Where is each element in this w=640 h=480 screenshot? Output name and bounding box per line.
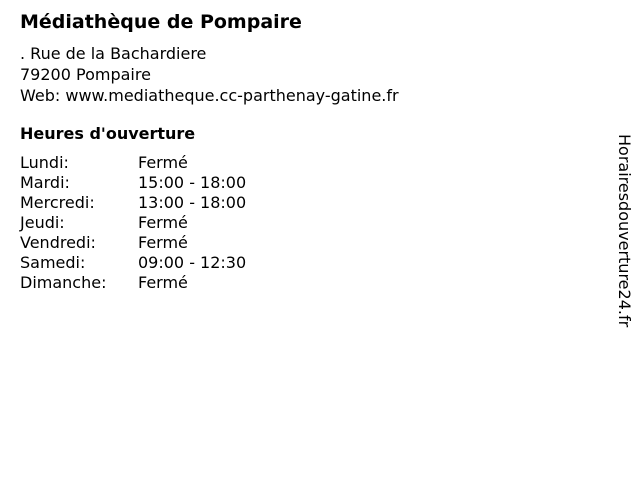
hours-day: Dimanche:: [20, 273, 107, 292]
website-text: Web: www.mediatheque.cc-parthenay-gatine.fr: [20, 86, 399, 105]
address-city: 79200 Pompaire: [20, 65, 151, 84]
hours-day: Vendredi:: [20, 233, 96, 252]
hours-table: [20, 153, 246, 293]
hours-row: [20, 153, 246, 173]
hours-heading: Heures d'ouverture: [20, 124, 196, 143]
hours-day: Lundi:: [20, 153, 69, 172]
address-street: . Rue de la Bachardiere: [20, 44, 207, 63]
page-title: Médiathèque de Pompaire: [20, 11, 302, 33]
hours-row: [20, 213, 246, 233]
address-block: [20, 43, 399, 106]
hours-row: [20, 193, 246, 213]
hours-time: 09:00 - 12:30: [138, 253, 247, 272]
hours-time: Fermé: [138, 153, 188, 172]
hours-day: Samedi:: [20, 253, 86, 272]
hours-time: 15:00 - 18:00: [138, 173, 247, 192]
hours-row: [20, 173, 246, 193]
hours-time: 13:00 - 18:00: [138, 193, 247, 212]
hours-time: Fermé: [138, 213, 188, 232]
hours-time: Fermé: [138, 273, 188, 292]
hours-day: Mercredi:: [20, 193, 95, 212]
hours-row: [20, 273, 246, 293]
hours-time: Fermé: [138, 233, 188, 252]
hours-day: Jeudi:: [20, 213, 65, 232]
hours-row: [20, 233, 246, 253]
hours-row: [20, 253, 246, 273]
site-watermark: Horairesdouverture24.fr: [615, 134, 634, 328]
hours-day: Mardi:: [20, 173, 70, 192]
